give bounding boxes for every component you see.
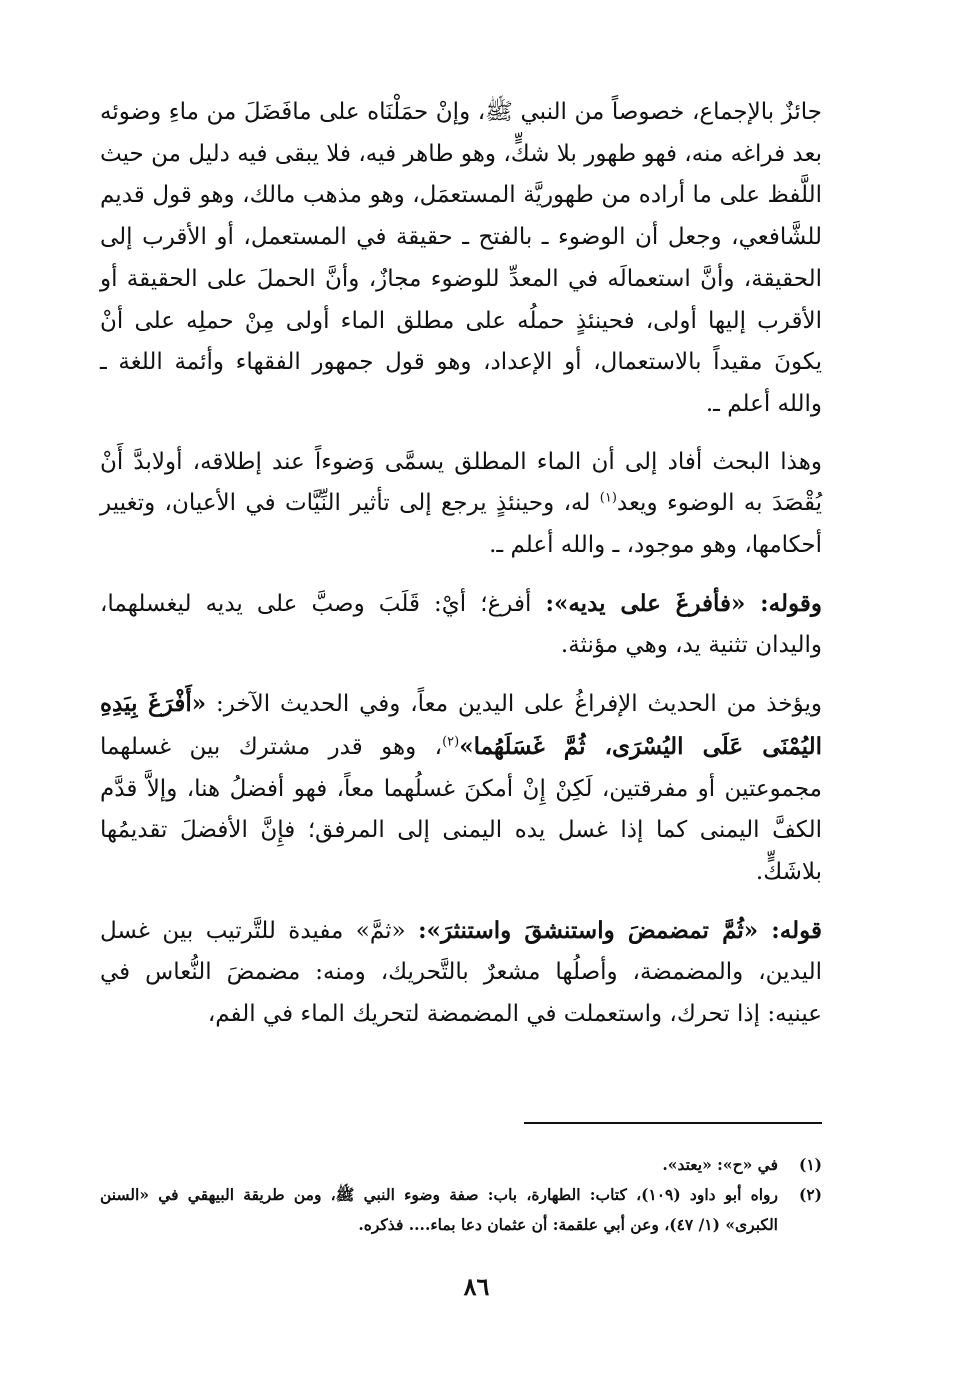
footnotes bbox=[100, 1150, 822, 1240]
paragraph-2 bbox=[100, 442, 822, 567]
footnote-1-number: (١) bbox=[798, 1155, 822, 1174]
footnote-ref-2[interactable]: (٢) bbox=[442, 734, 460, 750]
paragraph-4-text-after: ، وهو قدر مشترك بين غسلهما مجموعتين أو مفرقتين، لَكِنْ إِنْ أمكنَ غسلُهما معاً، فهو أفضلُ هنا، وإلاَّ قدَّم الكفَّ اليمنى كما إذا غسل يده اليمنى إلى المرفق؛ فإِنَّ الأفضلَ تقديمُها بلاشَكٍّ. bbox=[100, 733, 822, 885]
paragraph-2-text-before: وهذا البحث أفاد إلى أن الماء المطلق يسمَّى وَضوءاً عند إطلاقه، أولابدَّ أَنْ يُقْصَدَ به الوضوء ويعد bbox=[100, 448, 823, 517]
footnote-2-number: (٢) bbox=[798, 1185, 822, 1204]
paragraph-5 bbox=[100, 910, 822, 1036]
paragraph-3-lead: وقوله: «فأفرغَ على يديه»: bbox=[545, 589, 822, 617]
paragraph-4 bbox=[100, 683, 822, 894]
paragraph-5-lead: قوله: «ثُمَّ تمضمضَ واستنشقَ واستنثرَ»: bbox=[418, 916, 823, 944]
paragraph-3-text: أفرغ؛ أيْ: قَلَبَ وصبَّ على يديه ليغسلهما، واليدان تثنية يد، وهي مؤنثة. bbox=[100, 590, 822, 659]
paragraph-1 bbox=[100, 92, 822, 426]
paragraph-4-text-before: ويؤخذ من الحديث الإفراغُ على اليدين معاً، وفي الحديث الآخر: bbox=[206, 691, 822, 718]
page-number: ٨٦ bbox=[463, 1272, 490, 1301]
main-text bbox=[100, 92, 822, 1052]
footnote-divider bbox=[524, 1122, 822, 1124]
paragraph-3 bbox=[100, 583, 822, 667]
footnote-ref-1[interactable]: (١) bbox=[599, 490, 617, 506]
footnote-1-text: في «ح»: «يعتد». bbox=[662, 1155, 778, 1174]
footnote-1 bbox=[100, 1150, 822, 1180]
paragraph-2-text-after: له، وحينئذٍ يرجع إلى تأثير النِّيَّات في الأعيان، وتغيير أحكامها، وهو موجود، ـ والله أعلم ـ. bbox=[100, 490, 822, 559]
hadith-quote: «أَفْرَغَ بِيَدِهِ اليُمْنَى عَلَى اليُسْرَى، ثُمَّ غَسَلَهُما» bbox=[100, 690, 822, 760]
paragraph-1-text: جائزٌ بالإجماع، خصوصاً من النبي ﷺ، وإنْ حمَلْنَاه على مافَضَلَ من ماءِ وضوئه بعد فراغه منه، فهو طهور بلا شكٍّ، وهو طاهر فيه، فلا يبقى فيه دليل من حيث اللَّفظ على ما أراده من طهوريَّة المستعمَل، وهو مذهب مالك، وهو قول قديم للشَّافعي، وجعل أن الوضوء ـ بالفتح ـ حقيقة في المستعمل، أو الأقرب إلى الحقيقة، وأنَّ استعمالَه في المعدِّ للوضوء مجازٌ، وأنَّ الحملَ على الحقيقة أو الأقرب إليها أولى، فحينئذٍ حملُه على مطلق الماء أولى مِنْ حملِه على أنْ يكونَ مقيداً بالاستعمال، أو الإعداد، وهو قول جمهور الفقهاء وأئمة اللغة ـ والله أعلم ـ. bbox=[100, 99, 822, 417]
footnote-2 bbox=[100, 1180, 822, 1240]
paragraph-5-text: «ثمَّ» مفيدة للتَّرتيب بين غسل اليدين، والمضمضة، وأصلُها مشعرٌ بالتَّحريك، ومنه: مضمضَ النُّعاس في عينيه: إذا تحرك، واستعملت في المضمضة لتحريك الماء في الفم، bbox=[100, 917, 822, 1028]
footnote-2-text: رواه أبو داود (١٠٩)، كتاب: الطهارة، باب: صفة وضوء النبي ﷺ، ومن طريقة البيهقي في «السنن الكبرى» (١/ ٤٧)، وعن أبي علقمة: أن عثمان دعا بماء.... فذكره. bbox=[100, 1185, 778, 1234]
